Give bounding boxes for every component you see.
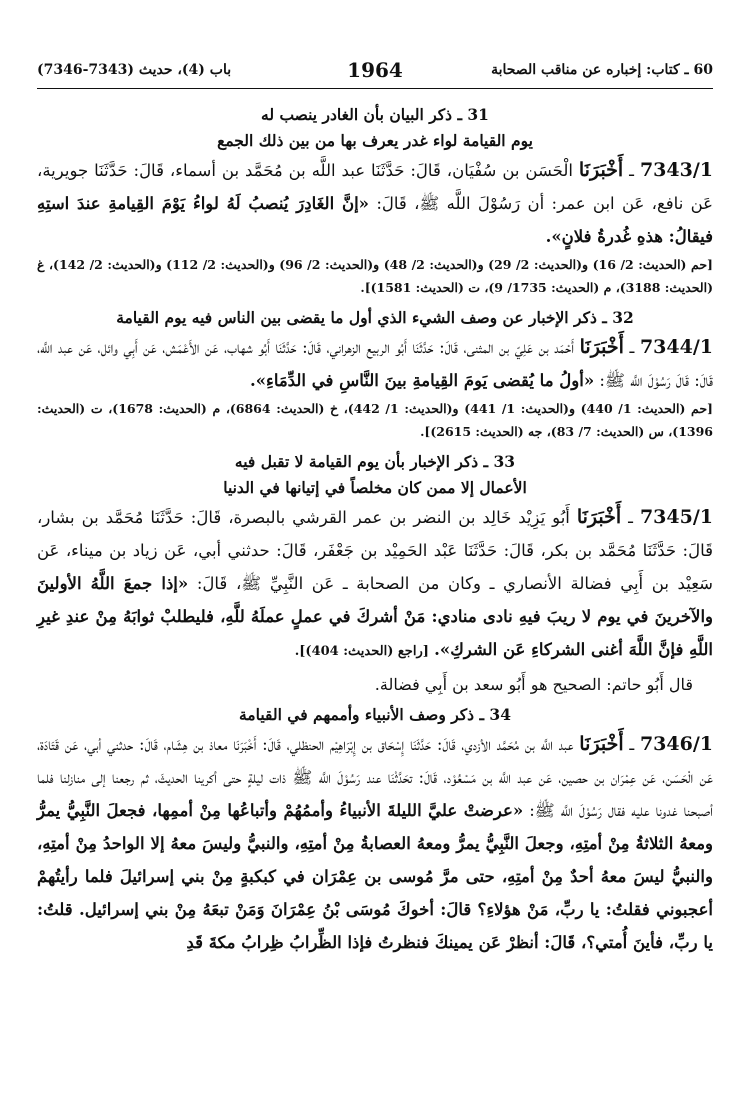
section-title-line: الأعمال إلا ممن كان مخلصاً في إتيانها في الدنيا — [223, 478, 527, 497]
page-header — [37, 58, 713, 86]
hadith-number: 7344/1 — [639, 336, 713, 358]
book-page — [37, 0, 713, 1115]
hadith-matn: «أولُ ما يُقضى يَومَ القِيامةِ بينَ النَّاسِ في الدِّمَاءِ». — [250, 371, 595, 390]
hadith-isnad: الْحَسَن بن سُفْيَان، قَالَ: حَدَّثَنَا عبد اللَّه بن مُحَمَّد بن أسماء، قَالَ: حَدَّثَنَا جويرية، عَن نافع، عَن ابن عمر: أن رَسُوْلَ اللَّه ﷺ، قَالَ: — [37, 161, 714, 213]
header-rule — [37, 88, 713, 89]
hadith-number: 7345/1 — [639, 506, 713, 528]
section-title-33 — [37, 449, 713, 501]
hadith-akhbarana: أَخْبَرَنَا — [579, 733, 624, 755]
hadith-matn: «إنَّ الغَادِرَ يُنصبُ لَهُ لواءُ يَوْمَ القِيامةِ عندَ استِهِ فيقالُ: هذهِ غُدرةُ فلانٍ». — [37, 194, 713, 246]
hadith-akhbarana: أَخْبَرَنَا — [578, 159, 624, 181]
section-title-34 — [37, 702, 713, 728]
hadith-7344: 7344/1 ـ أَخْبَرَنَا أَحْمَد بن عَلِيّ بن المثنى، قَالَ: حَدَّثَنَا أَبُو الربيع الزهراني، قَالَ: حَدَّثَنَا أَبُو شهاب، عَن الأَعْمَش، عَن أَبِي وائل، عَن عبد اللَّه، قَالَ: قَالَ رَسُوْلَ اللَّه ﷺ: «أولُ ما يُقضى يَومَ القِيامةِ بينَ النَّاسِ في الدِّمَاءِ». — [37, 336, 713, 390]
hadith-reference: [راجع (الحديث: 404)]. — [294, 644, 429, 659]
hadith-akhbarana: أَخْبَرَنَا — [576, 506, 622, 528]
section-title-line: يوم القيامة لواء غدر يعرف بها من بين ذلك الجمع — [217, 131, 533, 150]
section-title-line: 32 ـ ذكر الإخبار عن وصف الشيء الذي أول ما يقضى بين الناس فيه يوم القيامة — [116, 308, 634, 327]
hadith-reference: [حم (الحديث: 2/ 16) و(الحديث: 2/ 29) و(الحديث: 2/ 48) و(الحديث: 2/ 96) و(الحديث: 2/ 112) و(الحديث: 2/ 142)، غ (الحديث: 3188)، م (الحديث: 1735/ 9)، ت (الحديث: 1581)]. — [37, 257, 713, 295]
hadith-matn: «عرضتْ عليَّ الليلةَ الأنبياءُ وأممُهُمْ وأتباعُها مِنْ أممِها، فجعلَ النَّبِيُّ يمرُّ ومعهُ الثلاثةُ مِنْ أمتِهِ، وجعلَ النَّبِيُّ يمرُّ ومعهُ العصابةُ مِنْ أمتِهِ، والنبيُّ وليسَ معهُ إلا الواحدُ مِنْ أمتِهِ، والنبيُّ ليسَ معهُ أحدٌ مِنْ أمتِهِ، حتى مرَّ مُوسى بن عِمْرَان في كبكبةٍ مِنْ بني إسرائيلَ فلما رأيتُهمْ أعجبوني فقلتُ: يا ربِّ، مَنْ هؤلاءِ؟ قالَ: أخوكَ مُوسَى بْنُ عِمْرَانَ وَمَنْ تبعَهُ مِنْ بني إسرائيل. قلتُ: يا ربِّ، فأينَ أُمتي؟، قَالَ: أنظرْ عَن يمينكَ فنظرتُ فإذا الظِّرابُ ظِرابُ مكةَ قَدِ — [37, 801, 713, 952]
section-title-line: 33 ـ ذكر الإخبار بأن يوم القيامة لا تقبل فيه — [234, 452, 516, 471]
hadith-isnad: عبد اللَّه بن مُحَمَّد الأزدي، قَالَ: حَدَّثَنَا إِسْحَاق بن إِبْرَاهِيْم الحنظلي، قَالَ: أَخْبَرَنَا معاذ بن هِشَام، قَالَ: حدثني أبي، عَن قَتَادَة، عَن الْحَسَن، عَن عِمْرَان بن حصين، عَن عبد اللَّه بن مَسْعُوْد، قَالَ: تحَدَّثْنَا عند رَسُوْلَ اللَّه ﷺ ذات ليلةٍ حتى أكرينا الحديثَ، ثم رجعنا إلى منازلنا فلما أصبحنا غدونا عليه فقال رَسُوْلَ اللَّه ﷺ: — [37, 735, 714, 820]
hadith-isnad: أَبُو يَزِيْد خَالِد بن النضر بن عمر القرشي بالبصرة، قَالَ: حَدَّثَنَا مُحَمَّد بن بشار، قَالَ: حَدَّثَنَا مُحَمَّد بن بكر، قَالَ: حَدَّثَنَا عَبْد الحَمِيْد بن جَعْفَر، قَالَ: حدثني أبي، عَن زياد بن ميناء، عَن سَعِيْد بن أَبِي فضالة الأنصاري ـ وكان من الصحابة ـ عَن النَّبِيِّ ﷺ، قَالَ: — [37, 508, 713, 593]
hadith-7346: 7346/1 ـ أَخْبَرَنَا عبد اللَّه بن مُحَمَّد الأزدي، قَالَ: حَدَّثَنَا إِسْحَاق بن إِبْرَاهِيْم الحنظلي، قَالَ: أَخْبَرَنَا معاذ بن هِشَام، قَالَ: حدثني أبي، عَن قَتَادَة، عَن الْحَسَن، عَن عِمْرَان بن حصين، عَن عبد اللَّه بن مَسْعُوْد، قَالَ: تحَدَّثْنَا عند رَسُوْلَ اللَّه ﷺ ذات ليلةٍ حتى أكرينا الحديثَ، ثم رجعنا إلى منازلنا فلما أصبحنا غدونا عليه فقال رَسُوْلَ اللَّه ﷺ: «عرضتْ عليَّ الليلةَ الأنبياءُ وأممُهُمْ وأتباعُها مِنْ أممِها، فجعلَ النَّبِيُّ يمرُّ ومعهُ الثلاثةُ مِنْ أمتِهِ، وجعلَ النَّبِيُّ يمرُّ ومعهُ العصابةُ مِنْ أمتِهِ، والنبيُّ وليسَ معهُ إلا الواحدُ مِنْ أمتِهِ، والنبيُّ ليسَ معهُ أحدٌ مِنْ أمتِهِ، حتى مرَّ مُوسى بن عِمْرَان في كبكبةٍ مِنْ بني إسرائيلَ فلما رأيتُهمْ أعجبوني فقلتُ: يا ربِّ، مَنْ هؤلاءِ؟ قالَ: أخوكَ مُوسَى بْنُ عِمْرَانَ وَمَنْ تبعَهُ مِنْ بني إسرائيل. قلتُ: يا ربِّ، فأينَ أُمتي؟، قَالَ: أنظرْ عَن يمينكَ فنظرتُ فإذا الظِّرابُ ظِرابُ مكةَ قَدِ — [37, 733, 714, 952]
header-book-title: 60 ـ كتاب: إخباره عن مناقب الصحابة — [491, 62, 713, 78]
section-title-line: 31 ـ ذكر البيان بأن الغادر ينصب له — [261, 105, 489, 124]
page-content — [37, 102, 713, 959]
hadith-akhbarana: أَخْبَرَنَا — [579, 336, 624, 358]
hadith-isnad: أَحْمَد بن عَلِيّ بن المثنى، قَالَ: حَدَّثَنَا أَبُو الربيع الزهراني، قَالَ: حَدَّثَنَا أَبُو شهاب، عَن الأَعْمَش، عَن أَبِي وائل، عَن عبد اللَّه، قَالَ: قَالَ رَسُوْلَ اللَّه ﷺ: — [37, 338, 713, 390]
hadith-matn: «إذا جمعَ اللَّهُ الأولينَ والآخرينَ في يوم لا ريبَ فيهِ نادى منادي: مَنْ أشركَ في عملٍ عملَهُ للَّهِ، فليطلبْ ثوابَهُ مِنْ عندِ غيرِ اللَّهِ فإنَّ اللَّهَ أغنى الشركاءِ عَن الشركِ». — [37, 574, 713, 659]
section-title-line: 34 ـ ذكر وصف الأنبياء وأممهم في القيامة — [239, 705, 511, 724]
section-title-32 — [37, 305, 713, 331]
header-hadith-range: باب (4)، حديث (7343-7346) — [37, 62, 232, 78]
hadith-note: قال أَبُو حاتم: الصحيح هو أَبُو سعد بن أَبِي فضالة. — [374, 675, 693, 694]
hadith-7343: 7343/1 ـ أَخْبَرَنَا الْحَسَن بن سُفْيَان، قَالَ: حَدَّثَنَا عبد اللَّه بن مُحَمَّد بن أسماء، قَالَ: حَدَّثَنَا جويرية، عَن نافع، عَن ابن عمر: أن رَسُوْلَ اللَّه ﷺ، قَالَ: «إنَّ الغَادِرَ يُنصبُ لَهُ لواءُ يَوْمَ القِيامةِ عندَ استِهِ فيقالُ: هذهِ غُدرةُ فلانٍ». — [37, 159, 714, 246]
hadith-number: 7343/1 — [639, 159, 713, 181]
hadith-reference: [حم (الحديث: 1/ 440) و(الحديث: 1/ 441) و(الحديث: 1/ 442)، خ (الحديث: 6864)، م (الحديث: 1678)، ت (الحديث: 1396)، س (الحديث: 7/ 83)، جه (الحديث: 2615)]. — [37, 401, 713, 439]
page-number: 1964 — [347, 58, 403, 82]
section-title-31 — [37, 102, 713, 154]
hadith-number: 7346/1 — [639, 733, 713, 755]
hadith-7345: 7345/1 ـ أَخْبَرَنَا أَبُو يَزِيْد خَالِد بن النضر بن عمر القرشي بالبصرة، قَالَ: حَدَّثَنَا مُحَمَّد بن بشار، قَالَ: حَدَّثَنَا مُحَمَّد بن بكر، قَالَ: حَدَّثَنَا عَبْد الحَمِيْد بن جَعْفَر، قَالَ: حدثني أبي، عَن زياد بن ميناء، عَن سَعِيْد بن أَبِي فضالة الأنصاري ـ وكان من الصحابة ـ عَن النَّبِيِّ ﷺ، قَالَ: «إذا جمعَ اللَّهُ الأولينَ والآخرينَ في يوم لا ريبَ فيهِ نادى منادي: مَنْ أشركَ في عملٍ عملَهُ للَّهِ، فليطلبْ ثوابَهُ مِنْ عندِ غيرِ اللَّهِ فإنَّ اللَّهَ أغنى الشركاءِ عَن الشركِ». [راجع (الحديث: 404)]. — [37, 506, 713, 659]
